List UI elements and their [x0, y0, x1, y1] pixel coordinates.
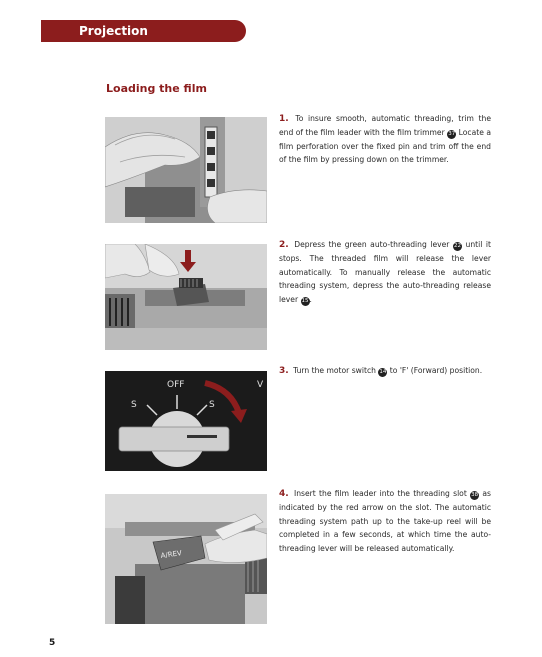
switch-label-off: OFF — [167, 380, 185, 390]
part-reference: 15 — [301, 297, 309, 304]
step-1 — [279, 112, 491, 167]
step-3 — [279, 364, 491, 378]
part-reference: 38 — [471, 492, 479, 498]
photo-threading-slot — [105, 494, 267, 624]
step-text: Insert the film leader into the threading slot — [293, 489, 467, 498]
step-text: . — [309, 294, 312, 304]
slot-label: A/REV — [160, 549, 183, 560]
step-text: to 'F' (Forward) position. — [389, 366, 483, 375]
part-reference: 14 — [379, 369, 387, 375]
step-4 — [279, 487, 491, 555]
step-text: Locate a film perforation over the fixed pin and trim off the end of the film by pressing down on the trimmer. — [279, 128, 492, 165]
part-reference: 22 — [453, 243, 461, 249]
part-reference: 37 — [448, 131, 456, 138]
photo-auto-threading-lever — [105, 244, 267, 350]
step-number: 3. — [279, 366, 289, 376]
step-number: 4. — [279, 489, 289, 499]
switch-label-v: V — [257, 380, 264, 390]
step-text: To insure smooth, automatic threading, trim the end of the film leader with the film trimmer — [279, 114, 491, 138]
step-text: Turn the motor switch — [293, 366, 376, 375]
section-heading: Loading the film — [106, 82, 207, 95]
step-text: until it stops. The threaded film will release the lever automatically. To manually release the automatic threading system, depress the auto-threading release lever — [279, 240, 492, 304]
photo-film-trimmer — [105, 117, 267, 223]
page-number: 5 — [49, 638, 56, 648]
switch-label-s-right: S — [209, 400, 215, 410]
step-text: Depress the green auto-threading lever — [294, 240, 450, 249]
section-tab: Projection — [41, 20, 246, 42]
switch-label-s-left: S — [131, 400, 137, 410]
photo-motor-switch — [105, 371, 267, 471]
step-number: 1. — [279, 114, 289, 124]
step-text: as indicated by the red arrow on the slot. The automatic threading system path up to the take-up reel will be completed in a few seconds, at which time the auto-threading lever will be released automatically. — [279, 489, 491, 553]
step-2 — [279, 238, 491, 306]
step-number: 2. — [279, 240, 289, 250]
